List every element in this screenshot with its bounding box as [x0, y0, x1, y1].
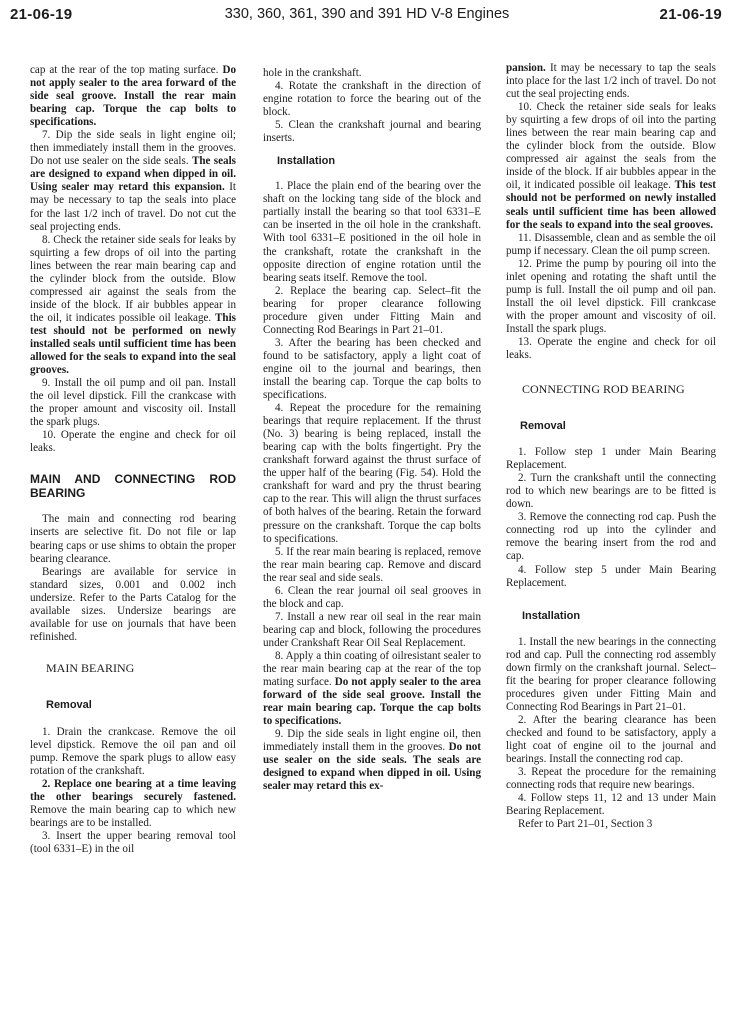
removal-step-5: 5. Clean the crankshaft journal and bearing inserts. [263, 119, 481, 145]
text: 9. Dip the side seals in light engine oil, then immediately install them in the grooves. [263, 728, 481, 754]
column-left [30, 64, 236, 856]
cr-install-step-2: 2. After the bearing clearance has been checked and found to be satisfactory, apply a light coat of engine oil to the journal and bearings. Install the connecting rod cap. [506, 713, 716, 766]
install-step-13: 13. Operate the engine and check for oil leaks. [506, 335, 716, 362]
install-step-4: 4. Repeat the procedure for the remaining bearings that require replacement. If the thrust (No. 3) bearing is being replaced, install the bearing cap with the bolts fingertight. Pry the crankshaft forward against the thrust surface of the upper half of the bearing (Fig. 54). Hold the crankshaft for ward and pry the thrust bearing cap to the rear. This will align the thrust surfaces of both halves of the bearing. Retain the forward pressure on the crankshaft. Torque the cap bolts to specifications. [263, 402, 481, 545]
text: 8. Apply a thin coating of oilresistant sealer to the rear main bearing cap at the rear of the top mating surface. [263, 649, 481, 689]
install-step-8 [263, 650, 481, 728]
install-step-3: 3. After the bearing has been checked and found to be satisfactory, apply a light coat of engine oil to the journal and bearings, then install the bearing cap. Torque the cap bolts to specifications. [263, 336, 481, 402]
text: 10. Check the retainer side seals for leaks by squirting a few drops of oil into the parting lines between the rear main bearing cap and the cylinder block from the outside. Blow compressed air against the seals from the inside of the block. If air bubbles appear in the oil, it indicated possible oil leakage. [506, 101, 716, 192]
step-10: 10. Operate the engine and check for oil leaks. [30, 429, 236, 455]
section-heading-main-connecting-rod: MAIN AND CONNECTING ROD BEARING [30, 472, 236, 501]
install-step-6: 6. Clean the rear journal oil seal grooves in the block and cap. [263, 584, 481, 610]
bold-text: 2. Replace one bearing at a time leaving the other bearings securely fastened. [30, 778, 236, 804]
column-right [506, 62, 716, 831]
paragraph [506, 62, 716, 101]
column-middle [263, 67, 481, 793]
cr-install-step-1: 1. Install the new bearings in the connecting rod and cap. Pull the connecting rod assembly down firmly on the crankshaft journal. Select–fit the bearing for proper clearance following procedures given under Fitting Main and Connecting Rod Bearings in Part 21–01. [506, 635, 716, 713]
cr-install-step-3: 3. Repeat the procedure for the remaining connecting rods that require new bearings. [506, 766, 716, 792]
bold-text: The seals are designed to expand when dipped in oil. Using sealer may retard this expansion. [30, 155, 236, 194]
text: 7. Dip the side seals in light engine oil; then immediately install them in the grooves. Do not use sealer on the side seals. [30, 129, 236, 168]
step-9: 9. Install the oil pump and oil pan. Install the oil level dipstick. Fill the crankcase with the proper amount and viscosity oil. Install the spark plugs. [30, 377, 236, 429]
text: Remove the main bearing cap to which new bearings are to be installed. [30, 804, 236, 830]
running-title: 330, 360, 361, 390 and 391 HD V-8 Engines [224, 6, 510, 22]
install-step-10 [506, 101, 716, 231]
bold-text: This test should not be performed on newly installed seals until sufficient time has been allowed for the seals to expand into the seal grooves. [30, 311, 236, 377]
subsection-heading-main-bearing: MAIN BEARING [46, 660, 135, 675]
cr-removal-step-3: 3. Remove the connecting rod cap. Push the connecting rod up into the cylinder and remove the bearing insert from the rod and cap. [506, 511, 716, 563]
heading-removal: Removal [520, 420, 566, 433]
bold-text: Do not apply sealer to the area forward of the side seal groove. Install the rear main bearing cap. Torque the cap bolts to specifications. [263, 676, 481, 728]
removal-step-3: 3. Insert the upper bearing removal tool (tool 6331–E) in the oil [30, 830, 236, 856]
page-number-right: 21-06-19 [659, 6, 722, 23]
install-step-9 [263, 728, 481, 793]
text: It may be necessary to tap the seals into place for the last 1/2 inch of travel. Do not cut the seal projecting ends. [30, 181, 237, 233]
reference-note: Refer to Part 21–01, Section 3 [518, 818, 653, 831]
heading-installation: Installation [522, 609, 581, 622]
text: It may be necessary to tap the seals into place for the last 1/2 inch of travel. Do not cut the seal projecting ends. [506, 62, 716, 101]
intro-paragraph: The main and connecting rod bearing inserts are selective fit. Do not file or lap bearing caps or use shims to obtain the proper bearing clearance. [30, 513, 236, 565]
bold-text: Do not apply sealer to the area forward of the side seal groove. Install the rear main bearing cap. Torque the cap bolts to specifications. [30, 64, 236, 129]
text: 8. Check the retainer side seals for leaks by squirting a few drops of oil into the parting lines between the rear main bearing cap and the cylinder block from the outside. Blow compressed air against the seals from the inside of the block. If air bubbles appear in the oil, it indicates possible oil leakage. [30, 233, 236, 324]
step-8 [30, 234, 236, 378]
removal-step-2 [30, 778, 236, 830]
install-step-2: 2. Replace the bearing cap. Select–fit the bearing for proper clearance following procedure given under Fitting Main and Connecting Rod Bearings in Part 21–01. [263, 284, 481, 336]
cr-removal-step-4: 4. Follow step 5 under Main Bearing Replacement. [506, 563, 716, 589]
intro-paragraph: Bearings are available for service in standard sizes, 0.001 and 0.002 inch undersize. Refer to the Parts Catalog for the available sizes. Undersize bearings are available for use on journals that have been refinished. [30, 565, 236, 643]
removal-step-4: 4. Rotate the crankshaft in the direction of engine rotation to force the bearing out of the block. [263, 80, 481, 119]
install-step-12: 12. Prime the pump by pouring oil into the inlet opening and rotating the shaft until the pump is full. Install the oil pump and oil pan. Install the oil level dipstick. Fill crankcase with the proper amount and viscosity of oil. Install the spark plugs. [506, 257, 716, 335]
heading-installation: Installation [277, 155, 336, 168]
install-step-1: 1. Place the plain end of the bearing over the shaft on the locking tang side of the block and partially install the bearing so that tool 6331–E can be inserted in the oil hole in the crankshaft. With tool 6331–E positioned in the oil hole in the crankshaft, rotate the crankshaft in the opposite direction of engine rotation until the bearing seats itself. Remove the tool. [263, 180, 481, 284]
bold-text: pansion. [506, 62, 546, 74]
removal-step-1: 1. Drain the crankcase. Remove the oil level dipstick. Remove the oil pan and oil pump. Remove the spark plugs to allow easy rotation of the crankshaft. [30, 725, 236, 778]
page-number-left: 21-06-19 [10, 6, 73, 23]
paragraph [30, 64, 236, 129]
cr-install-step-4: 4. Follow steps 11, 12 and 13 under Main Bearing Replacement. [506, 792, 716, 818]
bold-text: This test should not be performed on newly installed seals until sufficient time has been allowed for the seals to expand into the seal grooves. [506, 179, 716, 231]
bold-text: Do not use sealer on the side seals. The seals are designed to expand when dipped in oil. Using sealer may retard this ex- [263, 741, 482, 793]
subsection-heading-connecting-rod-bearing: CONNECTING ROD BEARING [522, 382, 685, 397]
text: cap at the rear of the top mating surface. [30, 64, 219, 76]
cr-removal-step-1: 1. Follow step 1 under Main Bearing Replacement. [506, 446, 716, 472]
install-step-5: 5. If the rear main bearing is replaced, remove the rear main bearing cap. Remove and discard the rear seal and side seals. [263, 545, 481, 584]
heading-removal: Removal [46, 698, 92, 711]
paragraph: hole in the crankshaft. [263, 67, 362, 79]
install-step-11: 11. Disassemble, clean and as semble the oil pump if necessary. Clean the oil pump screen. [506, 231, 716, 257]
install-step-7: 7. Install a new rear oil seal in the rear main bearing cap and block, following the procedures under Crankshaft Rear Oil Seal Replacement. [263, 610, 481, 649]
step-7 [30, 129, 236, 233]
cr-removal-step-2: 2. Turn the crankshaft until the connecting rod to which new bearings are to be fitted is down. [506, 472, 716, 511]
